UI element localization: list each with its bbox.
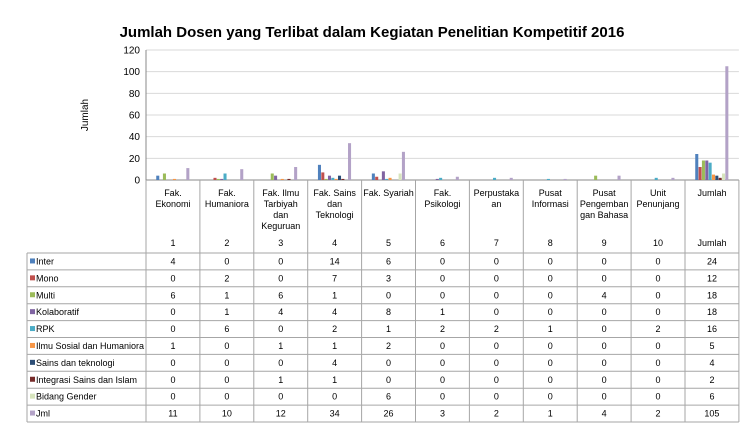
- bar: [510, 178, 513, 180]
- data-label: 0: [601, 340, 607, 351]
- series-name: Ilmu Sosial dan Humaniora: [36, 340, 145, 351]
- bar: [439, 178, 442, 180]
- data-label: 0: [655, 256, 661, 267]
- data-label: 0: [601, 273, 607, 284]
- legend-key: [30, 377, 35, 382]
- legend-key: [30, 258, 35, 263]
- data-label: 18: [706, 307, 717, 318]
- category-label: Ekonomi: [155, 199, 191, 209]
- data-label: 12: [706, 273, 717, 284]
- data-label: 14: [329, 256, 340, 267]
- bar: [389, 178, 392, 180]
- data-label: 0: [655, 391, 661, 402]
- chart-title: Jumlah Dosen yang Terlibat dalam Kegiatan Penelitian Kompetitif 2016: [119, 24, 625, 41]
- data-label: 1: [332, 374, 338, 385]
- data-label: 0: [547, 256, 553, 267]
- bar: [372, 174, 375, 181]
- bar: [287, 179, 290, 180]
- bar: [220, 179, 223, 180]
- series-name: Bidang Gender: [36, 391, 97, 402]
- bar: [186, 168, 189, 180]
- bar: [217, 179, 220, 180]
- bar: [321, 172, 324, 180]
- bar: [281, 179, 284, 180]
- bar: [699, 167, 702, 180]
- data-label: 0: [278, 357, 284, 368]
- y-axis-label: Jumlah: [80, 98, 91, 132]
- category-label: dan: [273, 210, 289, 220]
- data-label: 4: [709, 357, 715, 368]
- data-label: 0: [601, 357, 607, 368]
- category-label: Perpustaka: [473, 188, 520, 198]
- bar: [382, 171, 385, 180]
- bar: [722, 174, 725, 181]
- legend-key: [30, 394, 35, 399]
- legend-key: [30, 326, 35, 331]
- bar: [547, 179, 550, 180]
- data-label: 5: [709, 340, 715, 351]
- data-label: 0: [493, 273, 499, 284]
- series-name: Kolaboratif: [36, 307, 80, 318]
- data-label: 1: [170, 340, 176, 351]
- category-number: 4: [332, 238, 338, 248]
- data-label: 0: [655, 290, 661, 301]
- data-label: 0: [547, 374, 553, 385]
- bar: [655, 178, 658, 180]
- series-name: RPK: [36, 324, 55, 335]
- data-label: 0: [655, 340, 661, 351]
- data-label: 1: [278, 374, 284, 385]
- y-tick-label: 40: [128, 132, 140, 144]
- bar: [594, 176, 597, 180]
- data-label: 6: [224, 324, 230, 335]
- legend-key: [30, 360, 35, 365]
- category-number: 7: [493, 238, 499, 248]
- bar: [294, 167, 297, 180]
- category-label: Informasi: [531, 199, 569, 209]
- data-label: 0: [439, 357, 445, 368]
- data-label: 6: [170, 290, 176, 301]
- bar: [325, 179, 328, 180]
- category-label: gan Bahasa: [580, 210, 629, 220]
- category-label: Fak. Sains: [313, 188, 356, 198]
- category-label: Jumlah: [697, 238, 727, 248]
- y-tick-label: 120: [123, 45, 140, 57]
- data-label: 0: [547, 357, 553, 368]
- data-label: 0: [655, 273, 661, 284]
- data-label: 0: [278, 324, 284, 335]
- legend-key: [30, 275, 35, 280]
- data-label: 0: [278, 256, 284, 267]
- legend-key: [30, 411, 35, 416]
- data-label: 2: [439, 324, 445, 335]
- bar: [341, 179, 344, 180]
- data-label: 2: [493, 324, 499, 335]
- data-label: 0: [170, 307, 176, 318]
- data-label: 7: [332, 273, 338, 284]
- data-label: 2: [386, 340, 392, 351]
- category-label: Keguruan: [261, 221, 301, 231]
- category-label: Jumlah: [697, 188, 727, 198]
- bar: [719, 178, 722, 180]
- bar: [564, 179, 567, 180]
- data-label: 4: [332, 307, 338, 318]
- category-label: Humaniora: [204, 199, 249, 209]
- bar: [705, 161, 708, 181]
- data-label: 0: [386, 290, 392, 301]
- data-label: 1: [332, 340, 338, 351]
- bar: [348, 143, 351, 180]
- data-label: 34: [329, 408, 340, 419]
- data-label: 2: [332, 324, 338, 335]
- data-label: 0: [170, 273, 176, 284]
- data-label: 0: [386, 374, 392, 385]
- y-tick-label: 100: [123, 67, 140, 79]
- category-label: Fak. Ilmu: [262, 188, 300, 198]
- y-tick-label: 80: [128, 88, 140, 100]
- data-label: 0: [332, 391, 338, 402]
- data-label: 2: [709, 374, 715, 385]
- data-label: 1: [224, 290, 230, 301]
- data-label: 0: [493, 307, 499, 318]
- bar: [224, 174, 227, 181]
- data-label: 12: [275, 408, 286, 419]
- data-label: 18: [706, 290, 717, 301]
- category-label: Unit: [650, 188, 667, 198]
- bar: [402, 152, 405, 180]
- data-label: 6: [386, 256, 392, 267]
- data-label: 0: [547, 340, 553, 351]
- bar: [456, 177, 459, 180]
- data-label: 1: [547, 408, 553, 419]
- category-label: an: [491, 199, 502, 209]
- legend-key: [30, 292, 35, 297]
- series-name: Integrasi Sains dan Islam: [36, 374, 138, 385]
- data-label: 1: [332, 290, 338, 301]
- data-label: 1: [386, 324, 392, 335]
- data-label: 26: [383, 408, 394, 419]
- data-label: 0: [655, 357, 661, 368]
- data-label: 4: [601, 290, 607, 301]
- category-label: Psikologi: [424, 199, 461, 209]
- data-label: 1: [547, 324, 553, 335]
- data-label: 0: [170, 324, 176, 335]
- plot-area: [80, 46, 739, 187]
- data-label: 4: [170, 256, 176, 267]
- category-label: dan: [327, 199, 343, 209]
- data-label: 0: [493, 391, 499, 402]
- data-label: 2: [655, 408, 661, 419]
- data-label: 6: [278, 290, 284, 301]
- data-label: 1: [224, 307, 230, 318]
- category-label: Fak.: [433, 188, 452, 198]
- series-name: Mono: [36, 273, 59, 284]
- bar: [375, 177, 378, 180]
- data-label: 0: [439, 374, 445, 385]
- bar: [173, 179, 176, 180]
- category-number: 1: [170, 238, 176, 248]
- data-label: 0: [224, 256, 230, 267]
- data-label: 0: [601, 324, 607, 335]
- data-label: 4: [278, 307, 284, 318]
- series-name: Sains dan teknologi: [36, 357, 115, 368]
- data-label: 11: [168, 408, 178, 419]
- category-number: 9: [601, 238, 607, 248]
- data-label: 0: [493, 340, 499, 351]
- data-label: 0: [170, 374, 176, 385]
- data-label: 0: [547, 290, 553, 301]
- category-number: 10: [653, 238, 664, 248]
- data-label: 6: [709, 391, 715, 402]
- bar: [335, 179, 338, 180]
- data-table: [27, 180, 739, 422]
- bar: [338, 176, 341, 180]
- data-label: 0: [439, 273, 445, 284]
- data-label: 0: [493, 374, 499, 385]
- series-name: Jml: [36, 408, 50, 419]
- data-label: 0: [224, 374, 230, 385]
- legend-key: [30, 309, 35, 314]
- data-label: 2: [493, 408, 499, 419]
- bar: [156, 176, 159, 180]
- data-label: 0: [224, 391, 230, 402]
- bar: [695, 154, 698, 180]
- data-label: 0: [170, 357, 176, 368]
- data-label: 8: [386, 307, 392, 318]
- data-label: 0: [601, 256, 607, 267]
- category-label: Fak.: [164, 188, 182, 198]
- category-label: Pusat: [592, 188, 616, 198]
- category-number: 8: [547, 238, 553, 248]
- bar: [213, 178, 216, 180]
- bar: [702, 161, 705, 181]
- data-label: 10: [221, 408, 232, 419]
- bar: [725, 66, 728, 180]
- category-label: Fak.: [218, 188, 236, 198]
- category-label: Fak. Syariah: [363, 188, 414, 198]
- data-label: 6: [386, 391, 392, 402]
- data-label: 0: [547, 391, 553, 402]
- data-label: 0: [493, 256, 499, 267]
- data-label: 0: [655, 307, 661, 318]
- data-label: 0: [224, 357, 230, 368]
- category-label: Pengemban: [579, 199, 629, 209]
- bar: [163, 174, 166, 181]
- series-name: Multi: [36, 290, 56, 301]
- bar: [436, 179, 439, 180]
- bar: [715, 176, 718, 180]
- category-label: Penunjang: [636, 199, 680, 209]
- data-label: 0: [439, 290, 445, 301]
- data-label: 3: [439, 408, 445, 419]
- y-tick-label: 60: [128, 110, 140, 122]
- category-number: 5: [386, 238, 392, 248]
- data-label: 16: [706, 324, 717, 335]
- category-number: 3: [278, 238, 284, 248]
- data-label: 0: [439, 391, 445, 402]
- bar: [274, 176, 277, 180]
- data-label: 2: [224, 273, 230, 284]
- data-label: 0: [224, 340, 230, 351]
- bar: [240, 169, 243, 180]
- category-label: Pusat: [538, 188, 562, 198]
- category-label: Tarbiyah: [263, 199, 298, 209]
- data-label: 0: [655, 374, 661, 385]
- bar: [318, 165, 321, 180]
- category-number: 6: [439, 238, 445, 248]
- legend-key: [30, 343, 35, 348]
- data-label: 1: [439, 307, 445, 318]
- data-label: 0: [278, 273, 284, 284]
- y-tick-label: 0: [134, 175, 140, 187]
- data-label: 0: [493, 290, 499, 301]
- data-label: 4: [601, 408, 607, 419]
- data-label: 4: [332, 357, 338, 368]
- series-name: Inter: [36, 256, 55, 267]
- bar: [493, 178, 496, 180]
- data-label: 0: [601, 307, 607, 318]
- category-label: Teknologi: [315, 210, 354, 220]
- data-label: 105: [704, 408, 720, 419]
- bar: [385, 179, 388, 180]
- data-label: 0: [547, 273, 553, 284]
- bar: [399, 174, 402, 181]
- data-label: 0: [601, 374, 607, 385]
- bar: [671, 178, 674, 180]
- y-tick-label: 20: [128, 153, 140, 165]
- bar: [331, 178, 334, 180]
- data-label: 0: [278, 391, 284, 402]
- data-label: 0: [439, 340, 445, 351]
- bar: [709, 163, 712, 180]
- bar: [328, 176, 331, 180]
- data-label: 0: [439, 256, 445, 267]
- data-label: 0: [170, 391, 176, 402]
- category-number: 2: [224, 238, 230, 248]
- bar: [712, 175, 715, 180]
- bar: [618, 176, 621, 180]
- data-label: 0: [386, 357, 392, 368]
- data-label: 1: [278, 340, 284, 351]
- data-label: 0: [601, 391, 607, 402]
- data-label: 0: [493, 357, 499, 368]
- data-label: 3: [386, 273, 392, 284]
- data-label: 24: [706, 256, 717, 267]
- data-label: 2: [655, 324, 661, 335]
- bar: [271, 174, 274, 181]
- data-label: 0: [547, 307, 553, 318]
